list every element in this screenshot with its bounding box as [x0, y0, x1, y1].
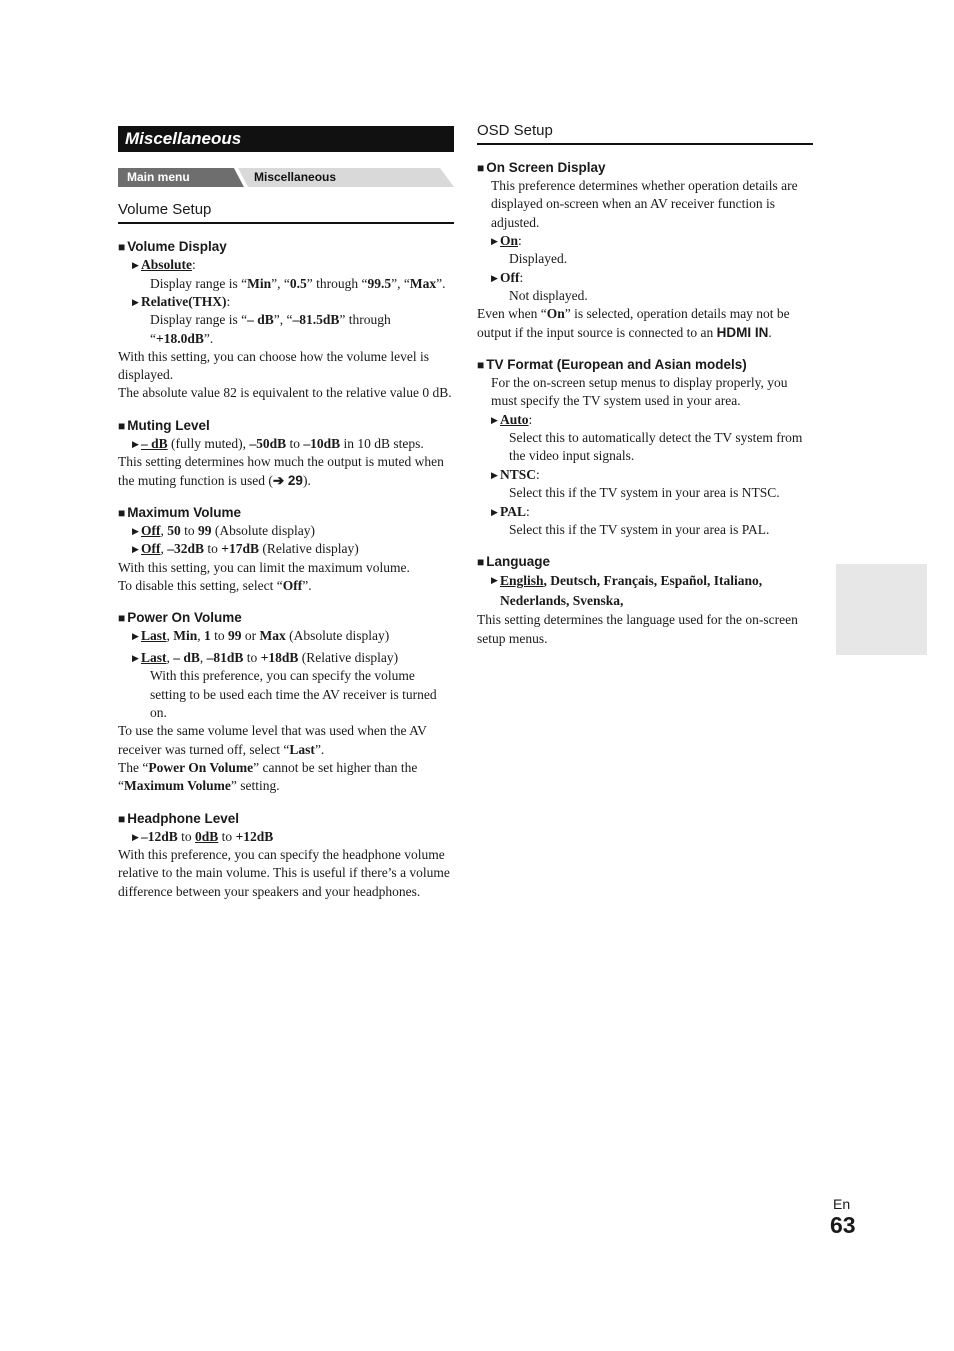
- option-desc: Display range is “– dB”, “–81.5dB” through “+18.0dB”.: [150, 312, 391, 346]
- heading-tv-format: ■ TV Format (European and Asian models): [477, 357, 747, 373]
- breadcrumb-miscellaneous[interactable]: Miscellaneous: [254, 170, 337, 184]
- option-absolute: ▶ Absolute:: [132, 257, 196, 272]
- paragraph: Even when “On” is selected, operation details may not be output if the input source is connected to an HDMI IN.: [477, 306, 790, 340]
- triangle-icon: ▶: [491, 469, 498, 480]
- paragraph: With this preference, you can specify the headphone volume relative to the main volume. This is useful if there’s a volume difference between your speakers and your headphones.: [118, 847, 450, 899]
- option-off: ▶ Off:: [491, 269, 524, 285]
- heading-volume-display: ■ Volume Display: [118, 239, 227, 254]
- triangle-icon: ▶: [132, 438, 139, 449]
- lead-text: This preference determines whether operation details are displayed on-screen when an AV receiver function is adjusted.: [491, 178, 798, 230]
- option-language: ▶ English, Deutsch, Français, Español, Italiano, Nederlands, Svenska,: [491, 573, 763, 609]
- paragraph: To disable this setting, select “Off”.: [118, 578, 312, 594]
- heading-muting-level: ■ Muting Level: [118, 417, 210, 433]
- paragraph: With this setting, you can choose how the volume level is displayed.: [118, 348, 430, 383]
- option-desc: Not displayed.: [509, 288, 588, 304]
- paragraph: This setting determines the language used for the on-screen setup menus.: [477, 612, 798, 646]
- triangle-icon: ▶: [132, 525, 139, 536]
- triangle-icon: ▶: [491, 272, 498, 283]
- option-headphone: ▶ –12dB to 0dB to +12dB: [132, 828, 274, 844]
- option-on: ▶ On:: [491, 232, 522, 248]
- chapter-banner: Miscellaneous: [118, 126, 454, 152]
- option-desc: Select this if the TV system in your area is PAL.: [509, 522, 770, 538]
- option-desc: Display range is “Min”, “0.5” through “99.5”, “Max”.: [150, 275, 446, 291]
- triangle-icon: ▶: [491, 414, 498, 425]
- paragraph: To use the same volume level that was used when the AV receiver was turned off, select “Last”.: [118, 723, 427, 757]
- heading-on-screen-display: ■ On Screen Display: [477, 160, 606, 175]
- option-auto: ▶ Auto:: [491, 411, 533, 427]
- lead-text: For the on-screen setup menus to display properly, you must specify the TV system used in your area.: [491, 375, 788, 409]
- option-muting: ▶ – dB (fully muted), –50dB to –10dB in 10 dB steps.: [132, 435, 424, 451]
- option-ntsc: ▶ NTSC:: [491, 466, 540, 482]
- option-desc: Displayed.: [509, 251, 568, 267]
- option-relative: ▶ Relative(THX):: [132, 293, 231, 309]
- triangle-icon: ▶: [132, 296, 139, 307]
- triangle-icon: ▶: [132, 260, 139, 270]
- paragraph: The “Power On Volume” cannot be set higher than the “Maximum Volume” setting.: [118, 759, 418, 794]
- option-desc: Select this to automatically detect the TV system from the video input signals.: [509, 430, 803, 464]
- page-number: 63: [830, 1212, 856, 1238]
- triangle-icon: ▶: [491, 235, 498, 246]
- option-desc: With this preference, you can specify the volume setting to be used each time the AV receiver is turned on.: [150, 668, 437, 721]
- option-power-relative: ▶ Last, – dB, –81dB to +18dB (Relative display): [132, 649, 399, 665]
- option-max-relative: ▶ Off, –32dB to +17dB (Relative display): [132, 541, 359, 557]
- triangle-icon: ▶: [132, 544, 139, 555]
- triangle-icon: ▶: [132, 631, 139, 642]
- option-power-absolute: ▶ Last, Min, 1 to 99 or Max (Absolute display): [132, 628, 390, 644]
- triangle-icon: ▶: [132, 831, 139, 842]
- right-column: [477, 122, 813, 648]
- section-title: OSD Setup: [477, 122, 813, 145]
- page-reference[interactable]: ➔ 29: [272, 472, 303, 488]
- option-max-absolute: ▶ Off, 50 to 99 (Absolute display): [132, 522, 316, 538]
- heading-language: ■ Language: [477, 554, 551, 570]
- triangle-icon: ▶: [132, 652, 139, 663]
- paragraph: With this setting, you can limit the maximum volume.: [118, 559, 410, 575]
- breadcrumb: [118, 168, 454, 187]
- side-tab: [836, 564, 927, 655]
- breadcrumb-main-menu[interactable]: Main menu: [127, 170, 190, 184]
- triangle-icon: ▶: [491, 575, 498, 586]
- left-column: [118, 126, 454, 901]
- language-indicator: En: [833, 1196, 851, 1212]
- paragraph: The absolute value 82 is equivalent to the relative value 0 dB.: [118, 385, 452, 401]
- triangle-icon: ▶: [491, 506, 498, 517]
- option-pal: ▶ PAL:: [491, 503, 530, 519]
- heading-power-on-volume: ■ Power On Volume: [118, 610, 242, 626]
- section-title: Volume Setup: [118, 201, 454, 224]
- option-desc: Select this if the TV system in your area is NTSC.: [509, 485, 780, 501]
- paragraph: This setting determines how much the output is muted when the muting function is used (➔ 29).: [118, 454, 444, 488]
- heading-maximum-volume: ■ Maximum Volume: [118, 504, 242, 520]
- heading-headphone-level: ■ Headphone Level: [118, 810, 240, 826]
